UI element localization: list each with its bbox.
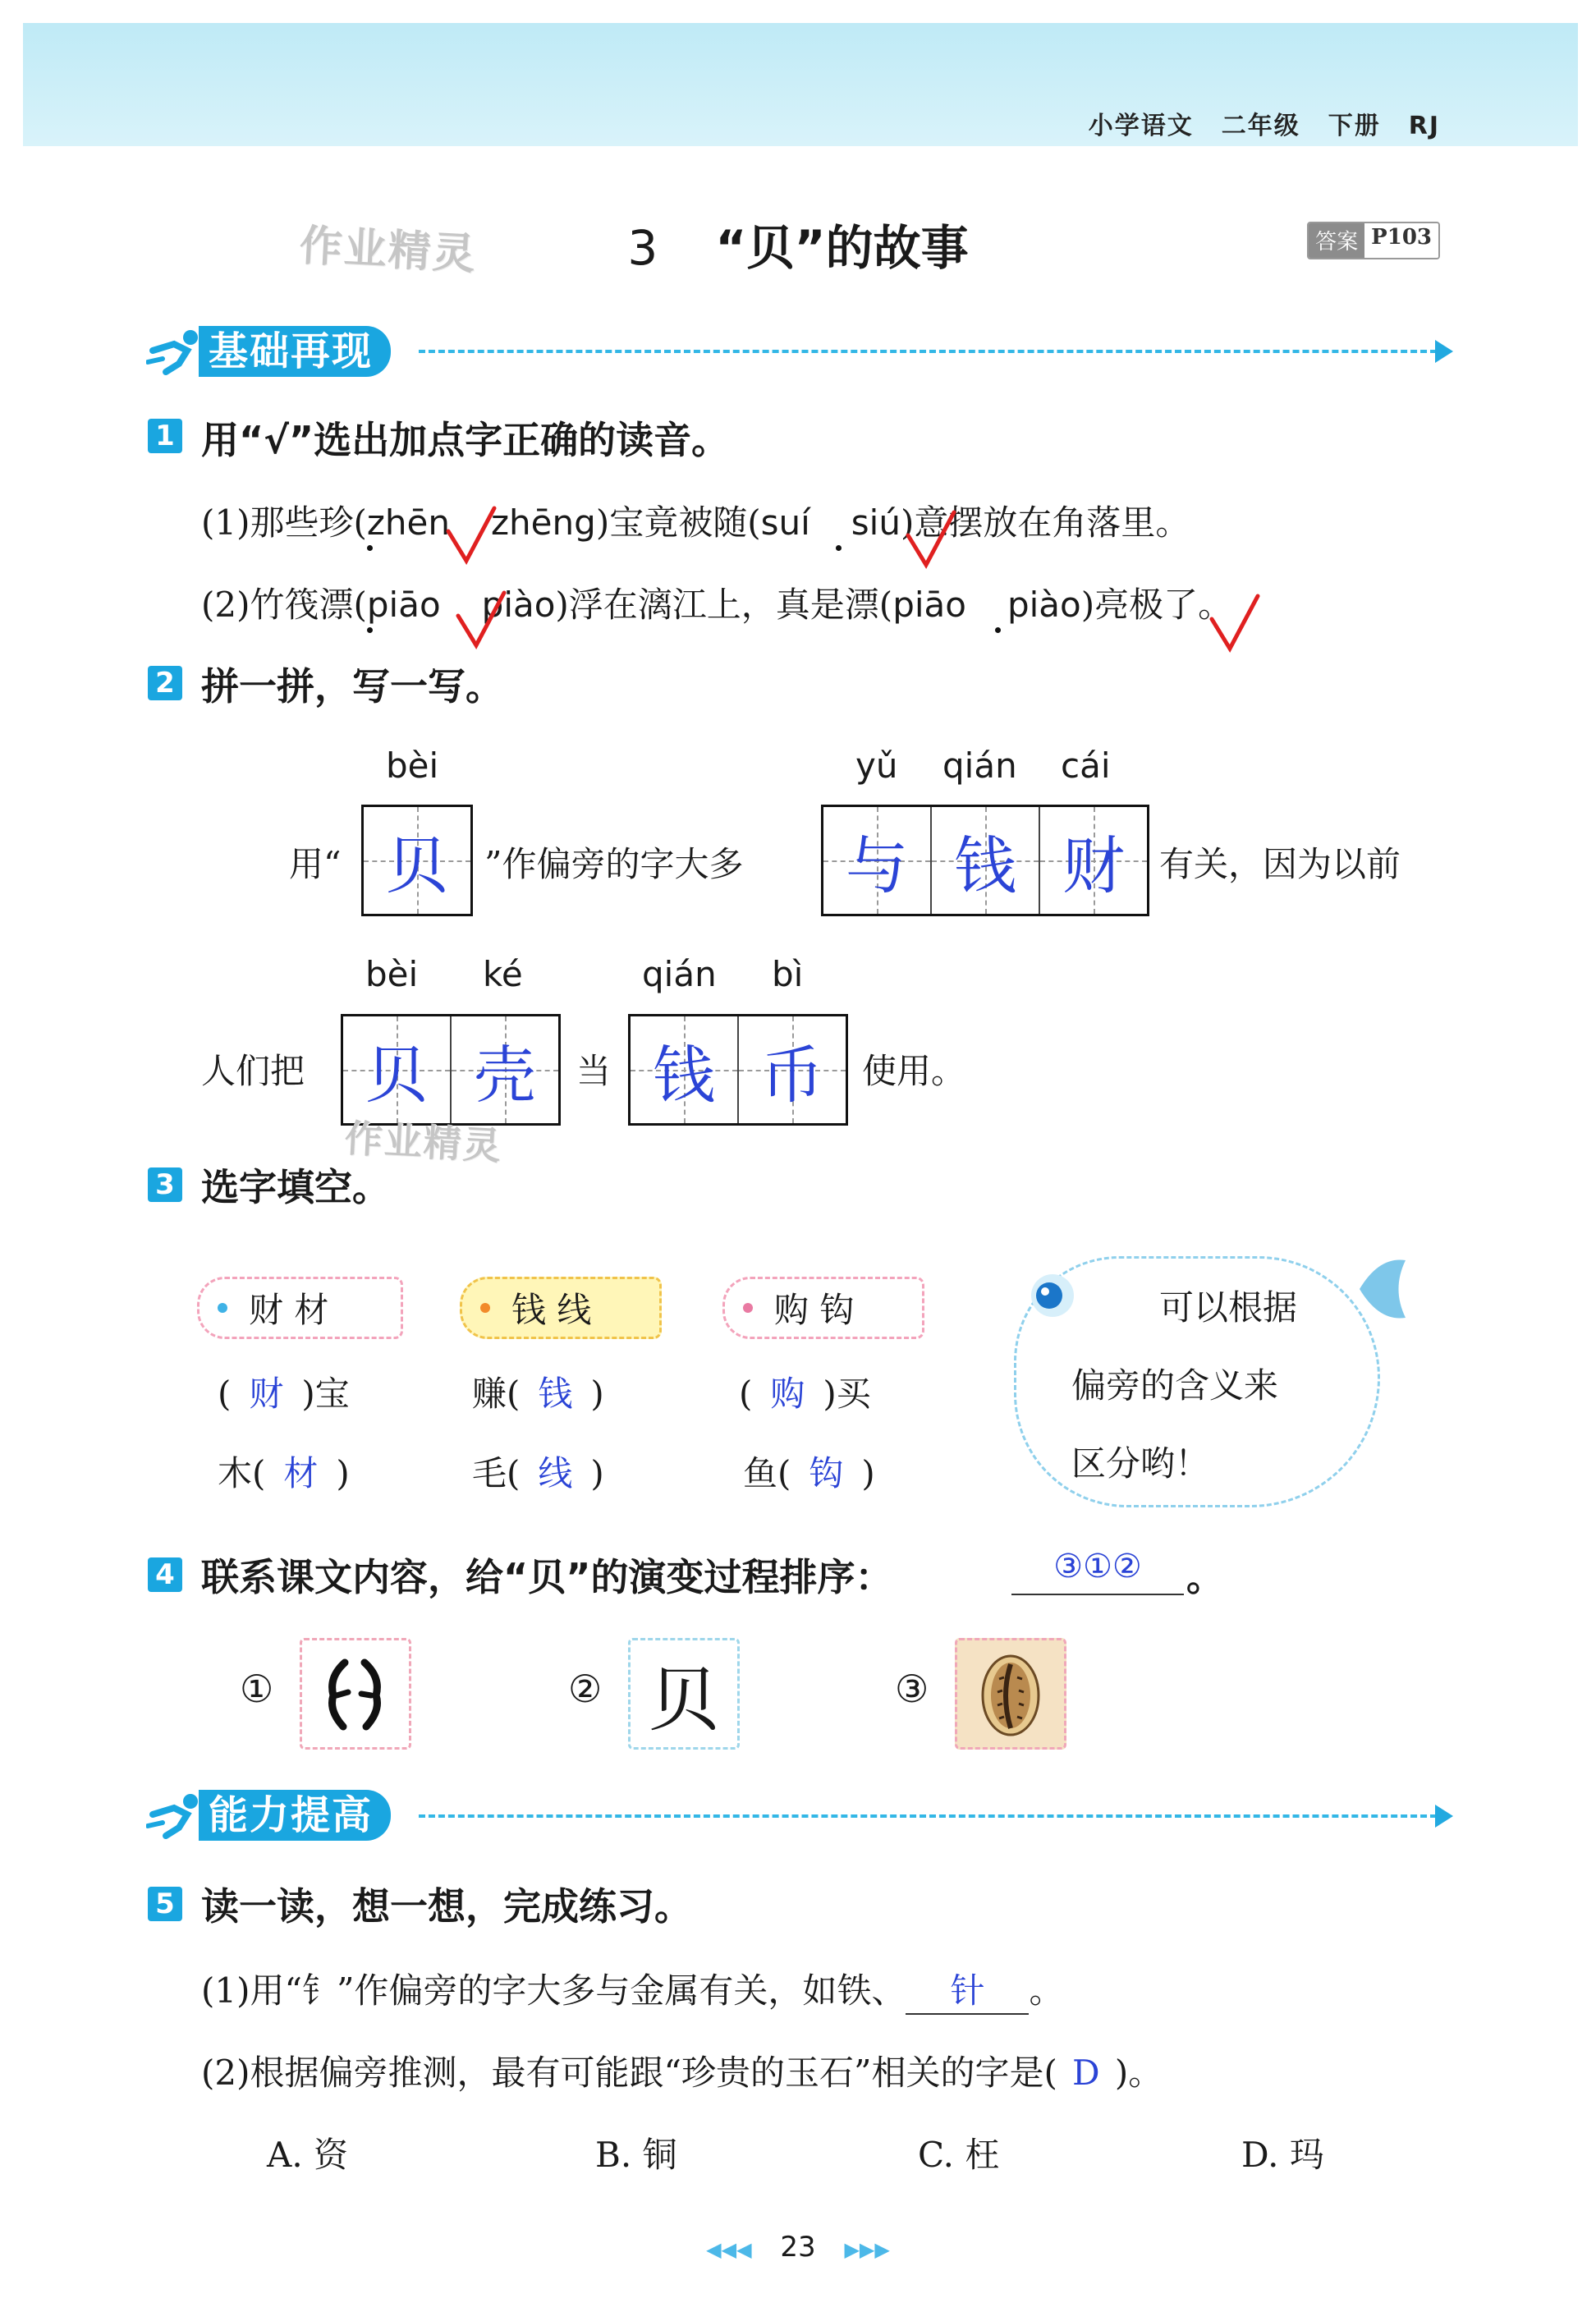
q1-l2-post: )亮极了。 — [1080, 585, 1233, 625]
tip-line: 偏旁的含义来 — [1071, 1365, 1279, 1406]
question-prompt: 用“√”选出加点字正确的读音。 — [201, 418, 730, 462]
option-a[interactable]: A. 资 — [267, 2135, 349, 2175]
answer-char: 钱 — [954, 828, 1016, 902]
emphasis-dot — [836, 545, 842, 551]
fish-eye-icon — [1028, 1271, 1077, 1320]
option-chars: 财 材 — [249, 1290, 329, 1330]
emphasis-dot — [367, 545, 373, 551]
page-number: 23 — [780, 2231, 816, 2264]
grid-cell[interactable] — [737, 1016, 846, 1123]
pinyin-option[interactable]: zhēn — [366, 502, 451, 543]
grid-cell[interactable] — [930, 807, 1039, 914]
grid-cell[interactable] — [823, 807, 930, 914]
q1-line-1 — [201, 496, 1190, 545]
option-chars: 钱 线 — [511, 1290, 592, 1330]
answer-blank[interactable]: 针 — [906, 1964, 1029, 2015]
emphasis-dot — [995, 627, 1001, 633]
pinyin-option[interactable]: piāo — [366, 585, 441, 625]
glyph-box — [628, 1638, 740, 1750]
q1-l1-pre: (1)那些珍( — [201, 502, 367, 543]
question-prompt: 选字填空。 — [201, 1165, 390, 1209]
pinyin-option[interactable]: zhēng — [491, 502, 596, 543]
text-fragment: 当 — [576, 1051, 612, 1091]
fish-option-card — [722, 1277, 924, 1339]
edition: RJ — [1408, 112, 1440, 140]
pinyin-label: qián — [942, 745, 1017, 786]
check-mark-icon — [443, 505, 501, 571]
grid-cell[interactable] — [343, 1016, 450, 1123]
pinyin-label: bèi — [386, 745, 439, 786]
eye-icon — [743, 1303, 753, 1313]
writing-grid[interactable] — [628, 1014, 848, 1126]
eye-icon — [480, 1303, 490, 1313]
text-fragment: 使用。 — [862, 1051, 966, 1091]
answer-char: 壳 — [474, 1038, 536, 1112]
text-fragment: 赚( — [472, 1374, 521, 1414]
q1-l2-pre: (2)竹筏漂( — [201, 585, 367, 625]
q1-l2-mid: )浮在漓江上，真是漂( — [555, 585, 893, 625]
tip-line: 区分哟！ — [1071, 1443, 1210, 1484]
text-fragment: )买 — [823, 1374, 871, 1414]
grid-cell[interactable] — [364, 807, 470, 914]
choice-label: ① — [240, 1667, 274, 1711]
answer-char: 钱 — [653, 1038, 715, 1112]
answer-char[interactable]: 线 — [538, 1453, 573, 1493]
fill-blank-line — [218, 1367, 350, 1416]
subject: 小学语文 — [1088, 112, 1194, 140]
fish-option-card — [197, 1277, 403, 1339]
choice-label: ③ — [895, 1667, 929, 1711]
arrow-icon — [1435, 1805, 1453, 1828]
pinyin-label: bì — [772, 954, 804, 994]
text-fragment: 鱼( — [743, 1453, 791, 1493]
grid-cell[interactable] — [1039, 807, 1147, 914]
q5-line-1 — [201, 1964, 1063, 2015]
answer-char: 币 — [761, 1038, 823, 1112]
question-number: 4 — [148, 1557, 182, 1592]
glyph-box — [955, 1638, 1066, 1750]
answer-char[interactable]: 财 — [249, 1374, 284, 1414]
volume: 下册 — [1328, 112, 1381, 140]
fill-blank-line — [472, 1367, 604, 1416]
section-advanced-title: 能力提高 — [199, 1790, 391, 1841]
text-fragment: ( — [739, 1374, 753, 1414]
text-fragment: ) — [590, 1453, 604, 1493]
grid-cell[interactable] — [450, 1016, 558, 1123]
page-footer — [0, 2231, 1596, 2264]
watermark: 作业精灵 — [298, 220, 479, 280]
option-c[interactable]: C. 枉 — [918, 2135, 1000, 2175]
pinyin-option[interactable]: siú — [851, 502, 901, 543]
writing-grid[interactable] — [341, 1014, 561, 1126]
text-fragment: )宝 — [301, 1374, 350, 1414]
choice-label: ② — [568, 1667, 603, 1711]
fill-blank-line — [472, 1447, 604, 1496]
glyph-char: 贝 — [649, 1659, 719, 1741]
lesson-number: 3 — [627, 220, 658, 276]
glyph-box — [300, 1638, 411, 1750]
writing-grid[interactable] — [361, 805, 473, 916]
eye-icon — [218, 1303, 227, 1313]
pinyin-label: bèi — [365, 954, 419, 994]
pinyin-label: ké — [483, 954, 523, 994]
check-mark-icon — [1207, 593, 1264, 658]
section-divider — [419, 350, 1437, 353]
text-fragment: (2)根据偏旁推测，最有可能跟“珍贵的玉石”相关的字是( — [201, 2053, 1057, 2093]
text-fragment: 毛( — [472, 1453, 521, 1493]
answer-char: 与 — [846, 828, 908, 902]
text-fragment: 用“ — [289, 844, 342, 884]
q1-l1-mid: )宝竟被随( — [595, 502, 761, 543]
answer-label: 答案 — [1309, 223, 1364, 258]
option-d[interactable]: D. 玛 — [1241, 2135, 1324, 2175]
q1-l1-post: )意摆放在角落里。 — [900, 502, 1190, 543]
question-prompt: 拼一拼，写一写。 — [201, 664, 503, 709]
next-arrows-icon: ▶▶▶ — [844, 2238, 890, 2261]
section-basic-header — [146, 326, 391, 377]
arrow-icon — [1435, 340, 1453, 363]
text-fragment: 人们把 — [201, 1051, 305, 1091]
writing-grid[interactable] — [821, 805, 1149, 916]
text-fragment: (1)用“钅”作偏旁的字大多与金属有关，如铁、 — [201, 1970, 906, 2011]
text-fragment: ) — [861, 1453, 875, 1493]
emphasis-dot — [367, 627, 373, 633]
answer-reference[interactable] — [1307, 222, 1440, 259]
q1-line-2 — [201, 578, 1232, 627]
question-number: 5 — [148, 1887, 182, 1921]
question-number: 2 — [148, 666, 182, 700]
option-chars: 购 钩 — [774, 1290, 855, 1330]
answer-char[interactable]: 购 — [770, 1374, 805, 1414]
text-fragment: ) — [336, 1453, 350, 1493]
text-fragment: 。 — [1186, 1555, 1224, 1599]
answer-char[interactable]: 钱 — [538, 1374, 573, 1414]
answer-char[interactable]: 材 — [283, 1453, 319, 1493]
pinyin-option[interactable]: piào — [481, 585, 556, 625]
text-fragment: )。 — [1114, 2053, 1163, 2093]
tip-line: 可以根据 — [1159, 1287, 1298, 1328]
question-prompt: 联系课文内容，给“贝”的演变过程排序： — [201, 1555, 893, 1599]
book-info — [1061, 105, 1440, 141]
fish-option-card — [460, 1277, 662, 1339]
fish-fin-icon — [1355, 1252, 1412, 1326]
pinyin-option[interactable]: piāo — [892, 585, 966, 625]
answer-blank[interactable]: ③①② — [1011, 1548, 1184, 1595]
text-fragment: 木( — [218, 1453, 266, 1493]
section-basic-title: 基础再现 — [199, 326, 391, 377]
section-advanced-header — [146, 1790, 391, 1841]
pinyin-option[interactable]: suí — [760, 502, 810, 543]
text-fragment: 。 — [1029, 1970, 1064, 2011]
check-mark-icon — [903, 509, 961, 575]
grade: 二年级 — [1221, 112, 1300, 140]
text-fragment: ( — [218, 1374, 232, 1414]
option-b[interactable]: B. 铜 — [595, 2135, 677, 2175]
oracle-bone-glyph-icon — [319, 1653, 392, 1735]
text-fragment: ) — [590, 1374, 604, 1414]
question-number: 3 — [148, 1167, 182, 1202]
question-prompt: 读一读，想一想，完成练习。 — [201, 1884, 692, 1929]
text-fragment: ”作偏旁的字大多 — [484, 844, 744, 884]
answer-char: 贝 — [386, 828, 448, 902]
lesson-title-text: “贝”的故事 — [715, 220, 969, 276]
watermark: 作业精灵 — [343, 1116, 504, 1168]
question-number: 1 — [148, 419, 182, 453]
q5-line-2 — [201, 2046, 1163, 2095]
answer-char: 财 — [1062, 828, 1125, 902]
pinyin-label: qián — [642, 954, 717, 994]
check-mark-icon — [453, 589, 511, 655]
answer-blank[interactable]: D — [1071, 2053, 1100, 2093]
pinyin-option[interactable]: piào — [1007, 585, 1081, 625]
grid-cell[interactable] — [631, 1016, 737, 1123]
fill-blank-line — [218, 1447, 350, 1496]
text-fragment: 有关，因为以前 — [1159, 844, 1401, 884]
pinyin-label: yǔ — [855, 745, 898, 786]
answer-page: P103 — [1364, 223, 1438, 258]
section-divider — [419, 1814, 1437, 1818]
prev-arrows-icon: ◀◀◀ — [706, 2238, 752, 2261]
fill-blank-line — [739, 1367, 871, 1416]
cowrie-shell-icon — [970, 1645, 1052, 1743]
answer-char: 贝 — [365, 1038, 428, 1112]
fill-blank-line — [743, 1447, 875, 1496]
pinyin-label: cái — [1061, 745, 1111, 786]
answer-char[interactable]: 钩 — [809, 1453, 844, 1493]
